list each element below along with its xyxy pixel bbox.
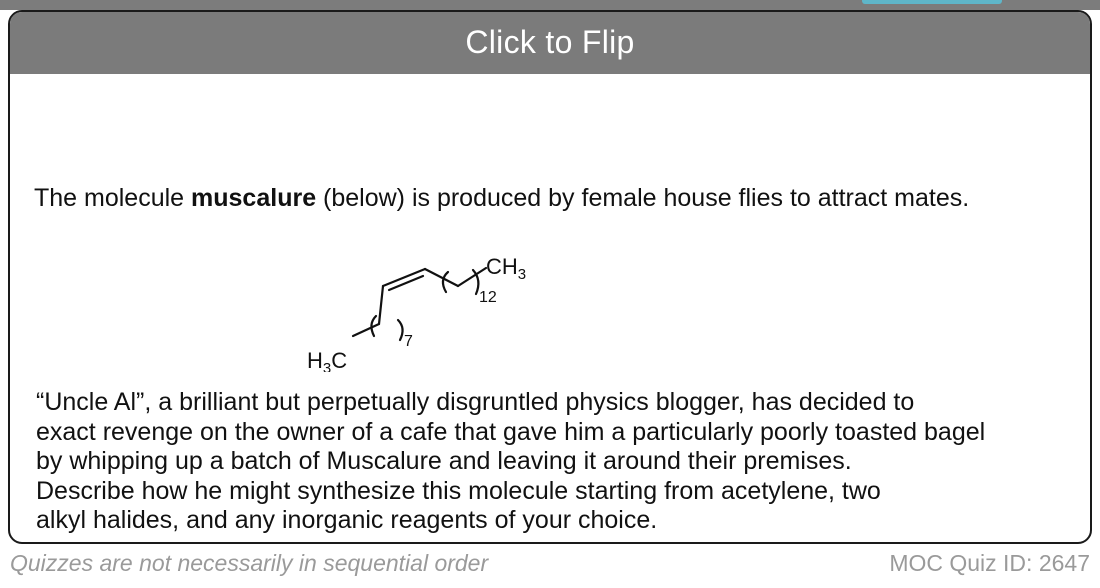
- flashcard[interactable]: [8, 10, 1092, 544]
- left-repeat-count: 7: [404, 333, 413, 350]
- muscalure-structure: [290, 240, 570, 372]
- footer-note: Quizzes are not necessarily in sequential order: [10, 550, 489, 576]
- flip-button-label: Click to Flip: [465, 23, 635, 60]
- bond-left-1: [353, 324, 379, 336]
- top-tab[interactable]: [862, 0, 1002, 4]
- story-line: alkyl halides, and any inorganic reagents of your choice.: [36, 506, 658, 534]
- story-line: exact revenge on the owner of a cafe that gave him a particularly poorly toasted bagel: [36, 417, 986, 446]
- story-line: Describe how he might synthesize this molecule starting from acetylene, two: [36, 476, 881, 505]
- right-methyl: $CH_3$: [486, 254, 527, 283]
- intro-before: The molecule: [34, 184, 192, 212]
- bond-right-2: [458, 268, 486, 286]
- flip-button[interactable]: [8, 10, 1092, 74]
- question-story: [36, 388, 1076, 536]
- intro-after: (below) is produced by female house flies to attract mates.: [316, 184, 970, 212]
- right-repeat-count: 12: [479, 289, 497, 306]
- story-line: “Uncle Al”, a brilliant but perpetually disgruntled physics blogger, has decided to: [36, 388, 915, 416]
- left-methyl: $H_3C$: [307, 348, 348, 372]
- story-line: by whipping up a batch of Muscalure and leaving it around their premises.: [36, 447, 852, 475]
- double-bond-inner: [389, 276, 423, 290]
- quiz-id: MOC Quiz ID: 2647: [889, 550, 1090, 576]
- molecule-name: muscalure: [191, 184, 317, 212]
- bond-left-2: [379, 286, 383, 324]
- bond-right-1: [425, 269, 458, 286]
- question-intro: [34, 184, 969, 213]
- bracket-left-close: [398, 320, 403, 340]
- bracket-right-open: [443, 272, 448, 292]
